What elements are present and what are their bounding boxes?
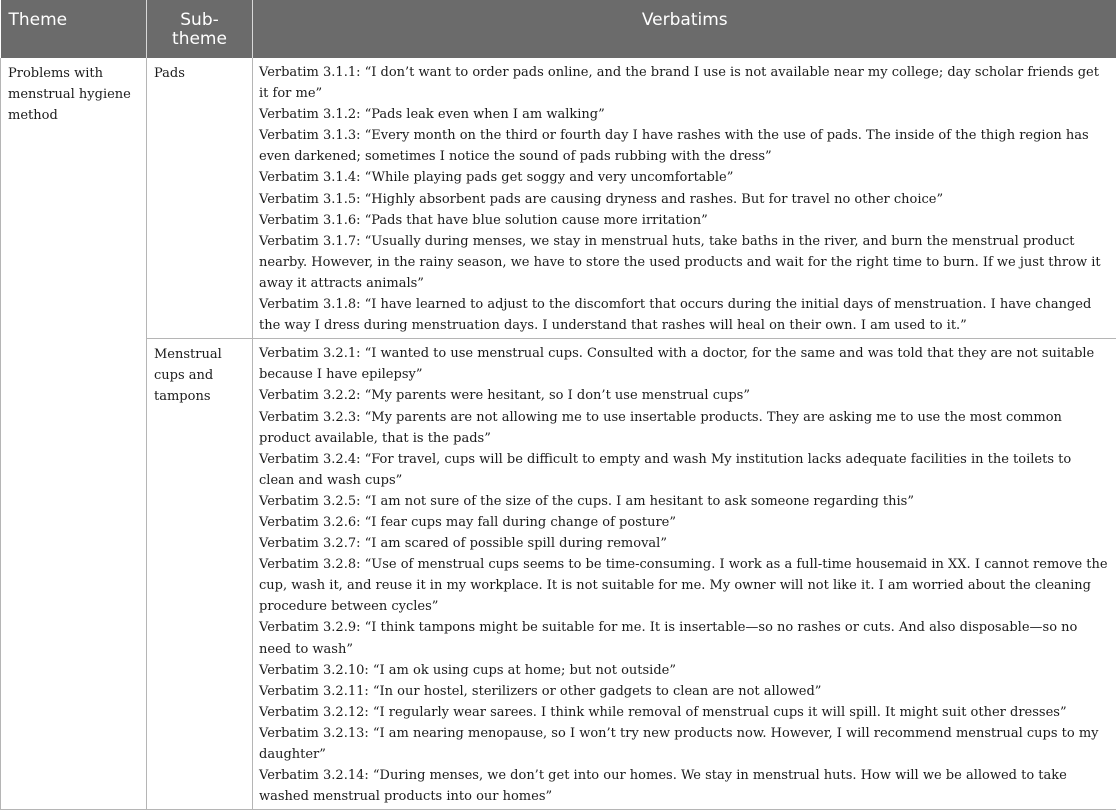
verbatim-item: Verbatim 3.2.6: “I fear cups may fall during change of posture” (259, 512, 1110, 533)
verbatim-item: Verbatim 3.2.4: “For travel, cups will be difficult to empty and wash My institution lacks adequate facilities in the toilets to clean and wash cups” (259, 449, 1110, 491)
header-row (1, 0, 1116, 58)
header-verbatims: Verbatims (253, 0, 1116, 58)
verbatim-item: Verbatim 3.2.2: “My parents were hesitant, so I don’t use menstrual cups” (259, 385, 1110, 406)
verbatim-item: Verbatim 3.2.11: “In our hostel, sterilizers or other gadgets to clean are not allowed” (259, 681, 1110, 702)
verbatim-item: Verbatim 3.2.1: “I wanted to use menstrual cups. Consulted with a doctor, for the same and was told that they are not suitable because I have epilepsy” (259, 343, 1110, 385)
verbatim-item: Verbatim 3.2.13: “I am nearing menopause, so I won’t try new products now. However, I will recommend menstrual cups to my daughter” (259, 723, 1110, 765)
verbatim-item: Verbatim 3.1.5: “Highly absorbent pads are causing dryness and rashes. But for travel no other choice” (259, 189, 1110, 210)
verbatim-item: Verbatim 3.2.12: “I regularly wear sarees. I think while removal of menstrual cups it will spill. It might suit other dresses” (259, 702, 1110, 723)
verbatim-item: Verbatim 3.1.3: “Every month on the third or fourth day I have rashes with the use of pads. The inside of the thigh region has even darkened; sometimes I notice the sound of pads rubbing with the dress” (259, 125, 1110, 167)
table-body (1, 58, 1116, 810)
verbatim-item: Verbatim 3.2.9: “I think tampons might be suitable for me. It is insertable—so no rashes or cuts. And also disposable—so no need to wash” (259, 617, 1110, 659)
subtheme-cell-cups: Menstrual cups and tampons (147, 339, 253, 810)
verbatim-item: Verbatim 3.1.7: “Usually during menses, we stay in menstrual huts, take baths in the river, and burn the menstrual product nearby. However, in the rainy season, we have to store the used products and wait for the right time to burn. If we just throw it away it attracts animals” (259, 231, 1110, 294)
theme-cell: Problems with menstrual hygiene method (1, 58, 147, 810)
header-subtheme: Sub-theme (147, 0, 253, 58)
verbatim-item: Verbatim 3.2.5: “I am not sure of the size of the cups. I am hesitant to ask someone regarding this” (259, 491, 1110, 512)
table-row-cups (1, 339, 1116, 810)
subtheme-cell-pads: Pads (147, 58, 253, 339)
verbatim-item: Verbatim 3.2.7: “I am scared of possible spill during removal” (259, 533, 1110, 554)
verbatim-item: Verbatim 3.1.8: “I have learned to adjust to the discomfort that occurs during the initial days of menstruation. I have changed the way I dress during menstruation days. I understand that rashes will heal on their own. I am used to it.” (259, 294, 1110, 336)
header-theme: Theme (1, 0, 147, 58)
verbatim-item: Verbatim 3.2.10: “I am ok using cups at home; but not outside” (259, 660, 1110, 681)
table-header (1, 0, 1116, 58)
verbatim-item: Verbatim 3.1.6: “Pads that have blue solution cause more irritation” (259, 210, 1110, 231)
verbatims-cell-pads (253, 58, 1116, 339)
verbatim-item: Verbatim 3.1.1: “I don’t want to order pads online, and the brand I use is not available near my college; day scholar friends get it for me” (259, 62, 1110, 104)
verbatim-item: Verbatim 3.1.4: “While playing pads get soggy and very uncomfortable” (259, 167, 1110, 188)
verbatim-item: Verbatim 3.2.3: “My parents are not allowing me to use insertable products. They are asking me to use the most common product available, that is the pads” (259, 407, 1110, 449)
verbatim-item: Verbatim 3.2.8: “Use of menstrual cups seems to be time-consuming. I work as a full-time housemaid in XX. I cannot remove the cup, wash it, and reuse it in my workplace. It is not suitable for me. My owner will not like it. I am worried about the cleaning procedure between cycles” (259, 554, 1110, 617)
verbatims-cell-cups (253, 339, 1116, 810)
verbatim-item: Verbatim 3.2.14: “During menses, we don’t get into our homes. We stay in menstrual huts. How will we be allowed to take washed menstrual products into our homes” (259, 765, 1110, 807)
verbatim-item: Verbatim 3.1.2: “Pads leak even when I am walking” (259, 104, 1110, 125)
table-row-pads (1, 58, 1116, 339)
